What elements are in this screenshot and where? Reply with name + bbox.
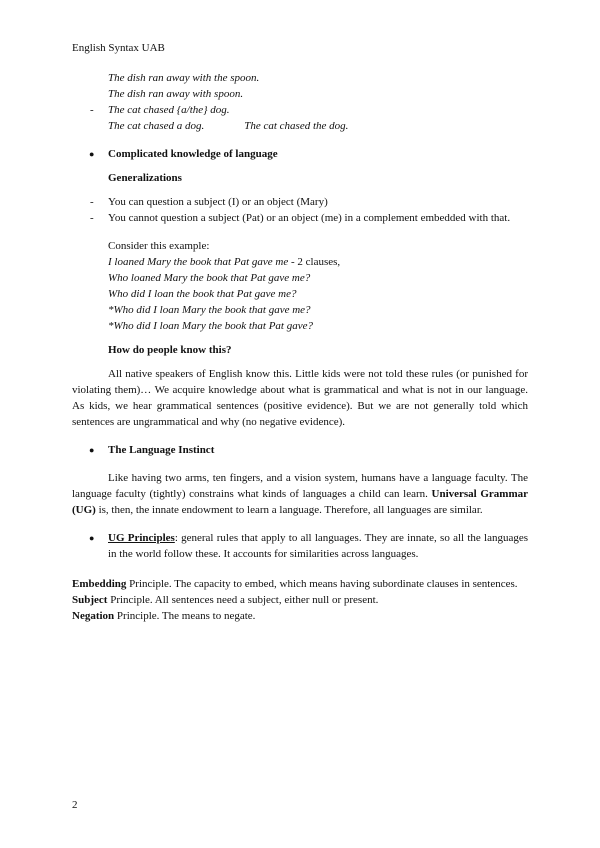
bullet-icon: ●: [89, 445, 95, 455]
example-line: [72, 254, 528, 270]
section-heading: [72, 442, 528, 458]
section-title: The Language Instinct: [108, 444, 215, 456]
example-italic: I loaned Mary the book that Pat gave me: [108, 256, 289, 268]
section-title: Complicated knowledge of language: [108, 148, 278, 160]
example-line-pair: [108, 118, 528, 134]
generalization-text: You can question a subject (I) or an object (Mary): [108, 196, 328, 208]
principle-text: Principle. All sentences need a subject, either null or present.: [107, 594, 379, 606]
dash-marker: -: [90, 212, 94, 224]
example-line: *Who did I loan Mary the book that gave me?: [108, 304, 311, 316]
example-line: The cat chased the dog.: [244, 120, 349, 132]
principle-name: Embedding: [72, 578, 127, 590]
ug-principles-item: [72, 530, 528, 562]
bullet-icon: ●: [89, 149, 95, 159]
principle-name: Subject: [72, 594, 108, 606]
dash-marker: -: [90, 196, 94, 208]
subsection-title: How do people know this?: [108, 344, 232, 356]
example-line: The cat chased a dog.: [108, 120, 205, 132]
example-line: The dish ran away with the spoon.: [108, 72, 260, 84]
paragraph: All native speakers of English know this. Little kids were not told these rules (or punished for violating them)… We acquire knowledge about what is grammatical and what is not in our language. As kids, we hear grammatical sentences (positive evidence). But we are not generally told which sentences are ungrammatical and why (no negative evidence).: [72, 368, 528, 428]
paragraph: [72, 470, 528, 518]
example-note: - 2 clauses,: [288, 256, 341, 268]
page-number: 2: [72, 799, 78, 811]
dash-item: [72, 194, 528, 210]
ug-principles-term: UG Principles: [108, 532, 175, 544]
principle-item: [72, 608, 528, 624]
dash-item: [72, 210, 528, 226]
example-line: Who loaned Mary the book that Pat gave me?: [108, 272, 311, 284]
paragraph-text: is, then, the innate endowment to learn a language. Therefore, all languages are similar.: [95, 504, 483, 516]
generalization-text: You cannot question a subject (Pat) or an object (me) in a complement embedded with that.: [108, 212, 511, 224]
example-line: The dish ran away with spoon.: [108, 88, 244, 100]
principle-name: Negation: [72, 610, 115, 622]
consider-text: Consider this example:: [108, 240, 210, 252]
section-heading: [72, 146, 528, 162]
document-body: [72, 70, 528, 624]
dash-marker: -: [90, 104, 94, 116]
principle-item: [72, 576, 528, 592]
example-line: Who did I loan the book that Pat gave me?: [108, 288, 297, 300]
ug-principles-text: : general rules that apply to all languages. They are innate, so all the languages in the world follow these. It accounts for similarities across languages.: [108, 532, 528, 560]
principle-text: Principle. The capacity to embed, which means having subordinate clauses in sentences.: [126, 578, 518, 590]
principle-item: [72, 592, 528, 608]
dash-item: [72, 102, 528, 134]
paragraph-text: Like having two arms, ten fingers, and a vision system, humans have a language faculty. The language faculty (tightly) constrains what kinds of languages a child can learn.: [72, 472, 528, 500]
ug-term: Universal Grammar (UG): [72, 488, 528, 516]
example-line: The cat chased {a/the} dog.: [108, 104, 230, 116]
page-header: English Syntax UAB: [72, 42, 165, 54]
subsection-title: Generalizations: [108, 172, 182, 184]
principle-text: Principle. The means to negate.: [114, 610, 256, 622]
bullet-icon: ●: [89, 533, 95, 543]
example-line: *Who did I loan Mary the book that Pat gave?: [108, 320, 313, 332]
